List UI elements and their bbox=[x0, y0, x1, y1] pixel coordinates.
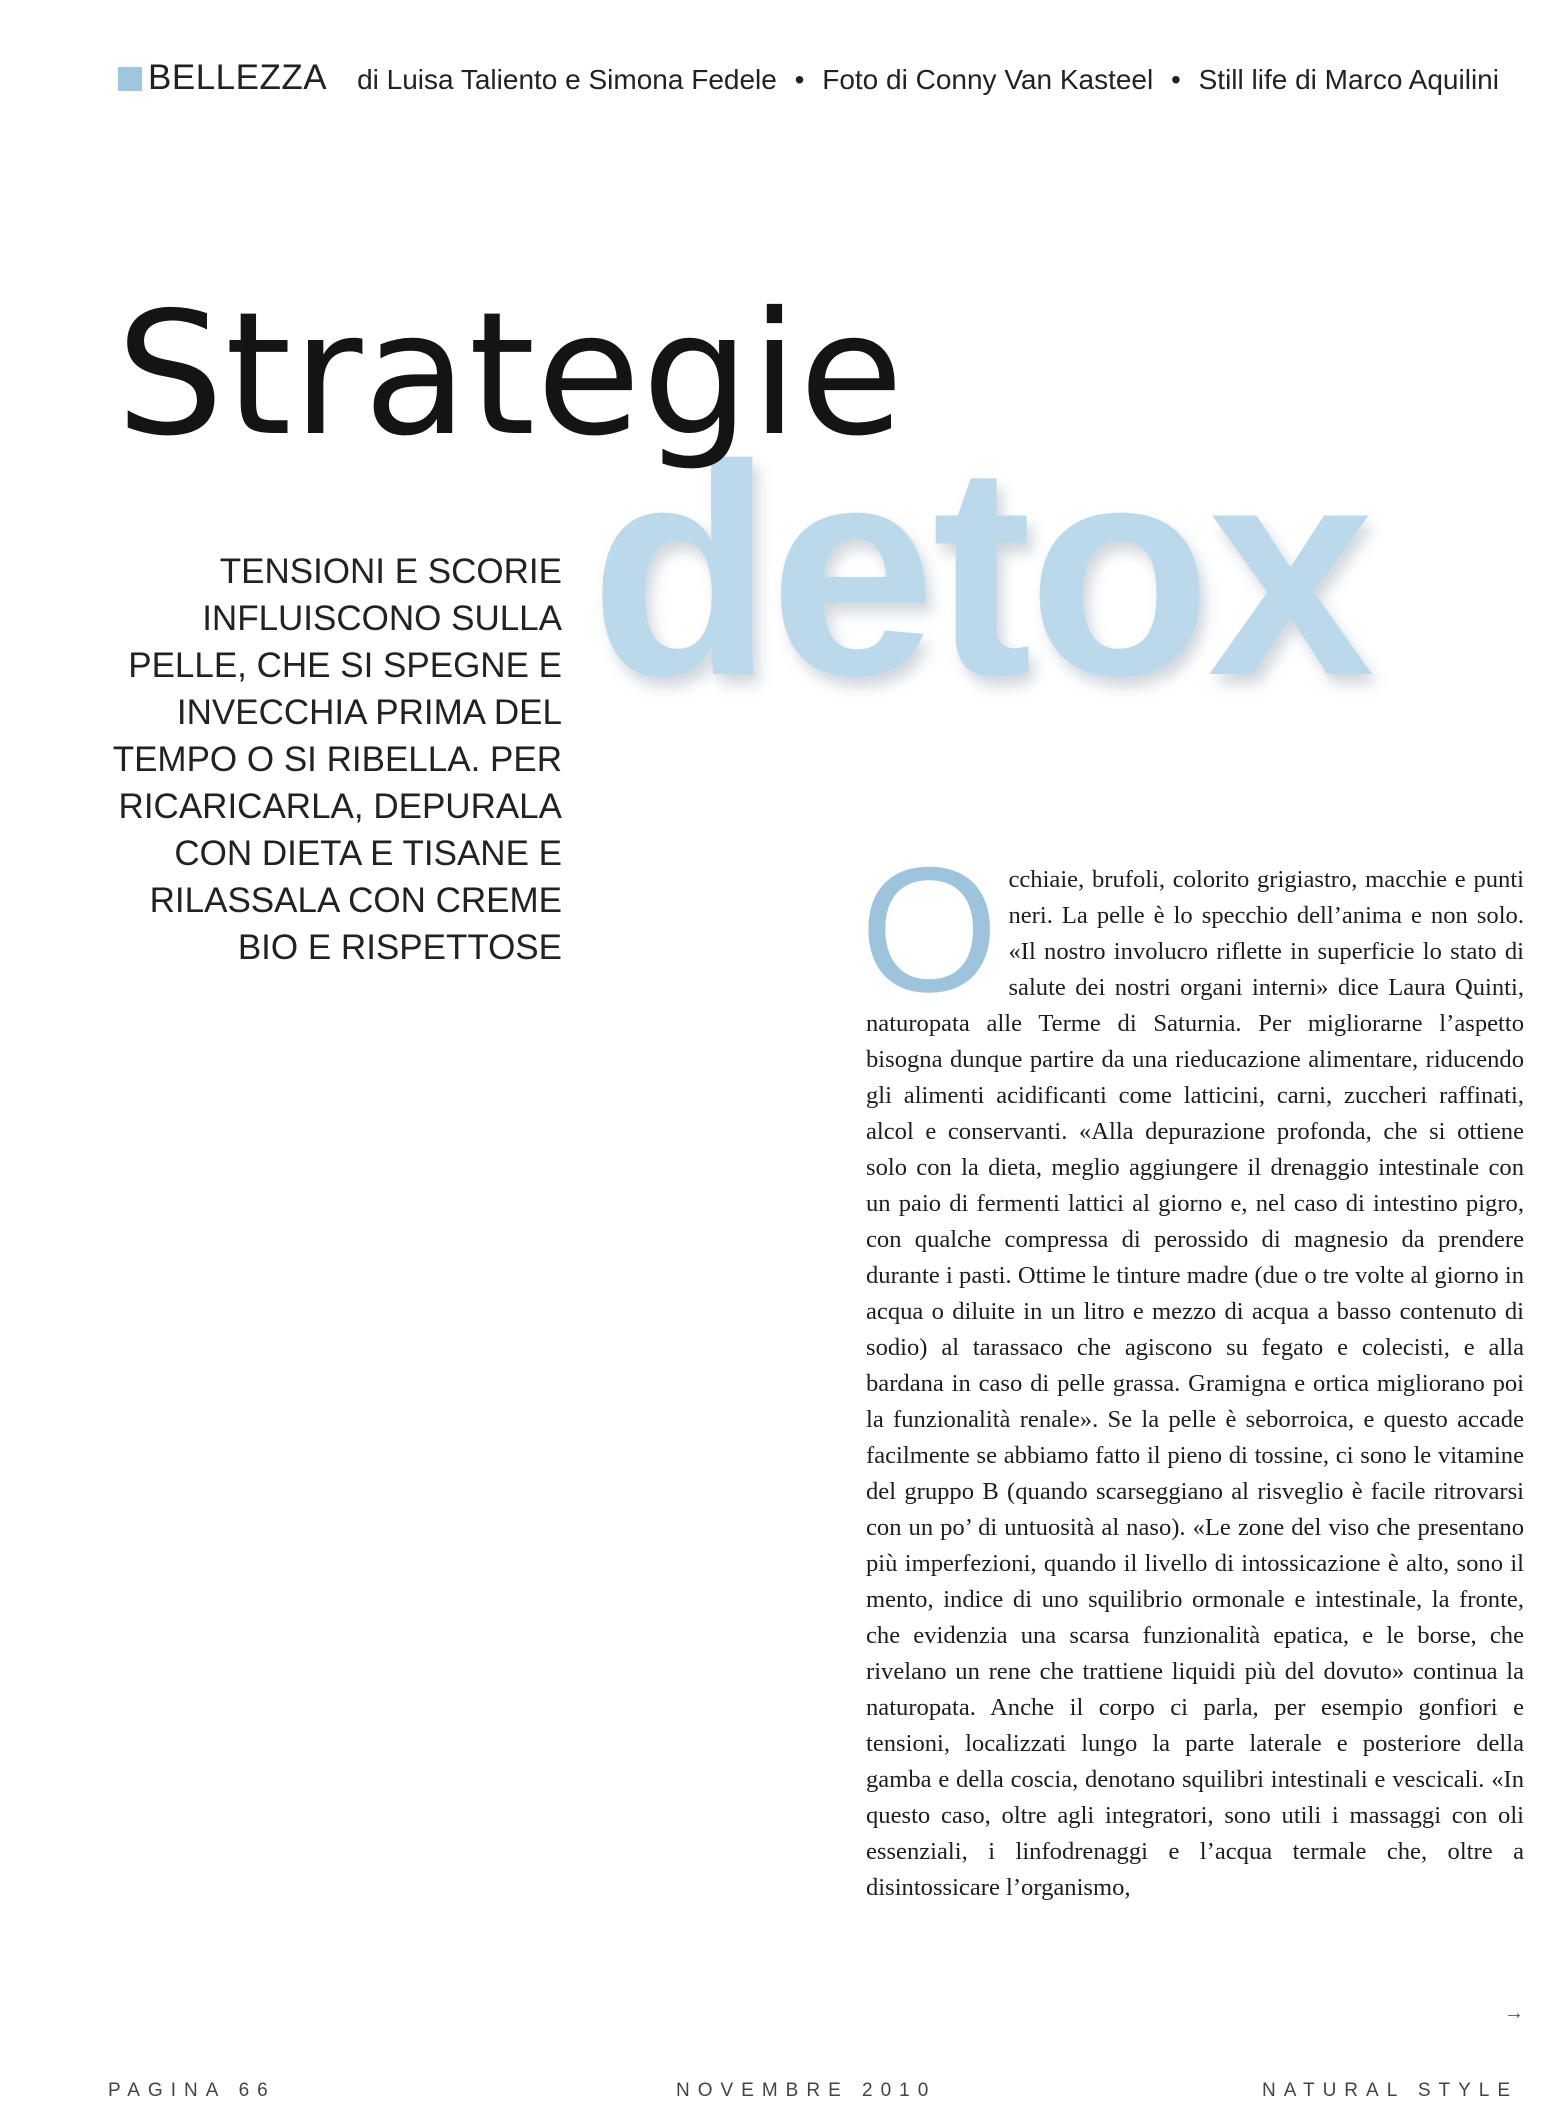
continue-arrow-icon: → bbox=[1504, 2002, 1524, 2024]
drop-cap: O bbox=[860, 830, 999, 1029]
page-number: PAGINA 66 bbox=[108, 2080, 276, 2101]
article-body bbox=[860, 830, 1524, 1906]
credit-photo: Foto di Conny Van Kasteel bbox=[822, 64, 1154, 95]
credit-authors: di Luisa Taliento e Simona Fedele bbox=[357, 64, 777, 95]
header-bar bbox=[118, 58, 1499, 98]
bullet-separator: • bbox=[1171, 64, 1181, 95]
credits bbox=[357, 64, 1499, 96]
credit-still-life: Still life di Marco Aquilini bbox=[1198, 64, 1499, 95]
headline-strategie: Strategie bbox=[116, 276, 905, 474]
standfirst: TENSIONI E SCORIE INFLUISCONO SULLA PELLE, CHE SI SPEGNE E INVECCHIA PRIMA DEL TEMPO O SI RIBELLA. PER RICARICARLA, DEPURALA CON DIETA E TISANE E RILASSALA CON CREME BIO E RISPETTOSE bbox=[112, 552, 562, 967]
issue-date: NOVEMBRE 2010 bbox=[676, 2080, 937, 2101]
magazine-name: NATURAL STYLE bbox=[1262, 2080, 1519, 2101]
headline-detox: detox bbox=[590, 402, 1371, 738]
section-square-icon bbox=[118, 67, 142, 91]
bullet-separator: • bbox=[794, 64, 805, 95]
article-text: cchiaie, brufoli, colorito grigiastro, macchie e punti neri. La pelle è lo specchio dell’anima e non solo. «Il nostro involucro riflette in superficie lo stato di salute dei nostri organi interni» dice Laura Quinti, naturopata alle Terme di Saturnia. Per migliorarne l’aspetto bisogna dunque partire da una rieducazione alimentare, riducendo gli alimenti acidificanti come latticini, carni, zuccheri raffinati, alcol e conservanti. «Alla depurazione profonda, che si ottiene solo con la dieta, meglio aggiungere il drenaggio intestinale con un paio di fermenti lattici al giorno e, nel caso di intestino pigro, con qualche compressa di perossido di magnesio da prendere durante i pasti. Ottime le tinture madre (due o tre volte al giorno in acqua o diluite in un litro e mezzo di acqua a basso contenuto di sodio) al tarassaco che agiscono su fegato e colecisti, e alla bardana in caso di pelle grassa. Gramigna e ortica migliorano poi la funzionalità renale». Se la pelle è seborroica, e questo accade facilmente se abbiamo fatto il pieno di tossine, ci sono le vitamine del gruppo B (quando scarseggiano al risveglio è facile ritrovarsi con un po’ di untuosità al naso). «Le zone del viso che presentano più imperfezioni, quando il livello di intossicazione è alto, sono il mento, indice di uno squilibrio ormonale e intestinale, la fronte, che evidenzia una scarsa funzionalità epatica, e le borse, che rivelano un rene che trattiene liquidi più del dovuto» continua la naturopata. Anche il corpo ci parla, per esempio gonfiori e tensioni, localizzati lungo la parte laterale e posteriore della gamba e della coscia, denotano squilibri intestinali e vescicali. «In questo caso, oltre agli integratori, sono utili i massaggi con oli essenziali, i linfodrenaggi e l’acqua termale che, oltre a disintossicare l’organismo, bbox=[866, 866, 1524, 1901]
section-label: BELLEZZA bbox=[148, 58, 328, 97]
